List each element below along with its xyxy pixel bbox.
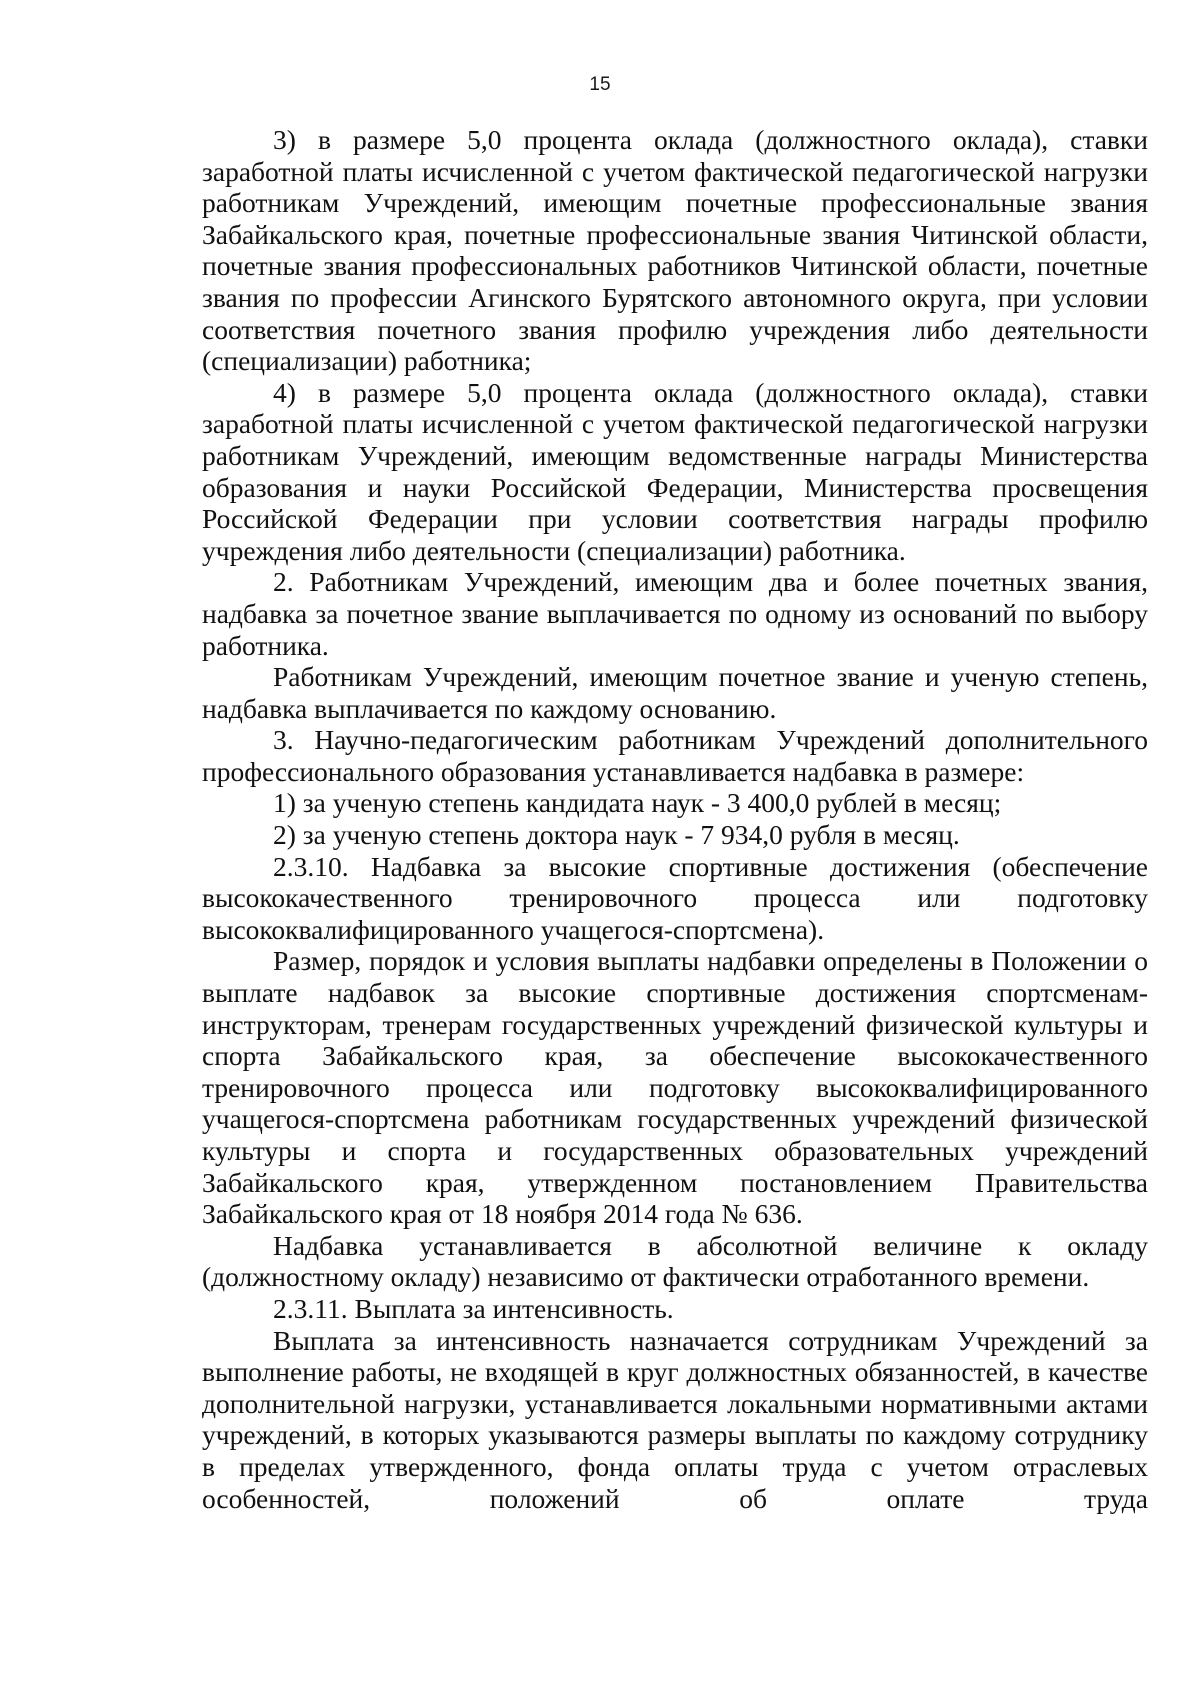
paragraph-doctor-degree-allowance: 2) за ученую степень доктора наук - 7 934,0 рубля в месяц. <box>273 819 960 851</box>
paragraph-clause-2-multiple-titles: 2. Работникам Учреждений, имеющим два и более почетных звания, надбавка за почетное звание выплачивается по одному из оснований по выбору работника. <box>202 566 1148 661</box>
paragraph-candidate-degree-allowance: 1) за ученую степень кандидата наук - 3 400,0 рублей в месяц; <box>273 787 1002 819</box>
paragraph-section-2-3-11-heading: 2.3.11. Выплата за интенсивность. <box>273 1292 674 1324</box>
paragraph-sports-allowance-regulation: Размер, порядок и условия выплаты надбавки определены в Положении о выплате надбавок за высокие спортивные достижения спортсменам-инструкторам, тренерам государственных учреждений физической культуры и спорта Забайкальского края, за обеспечение высококачественного тренировочного процесса или подготовку высококвалифицированного учащегося-спортсмена работникам государственных учреждений физической культуры и спорта и государственных образовательных учреждений Забайкальского края, утвержденном постановлением Правительства Забайкальского края от 18 ноября 2014 года № 636. <box>202 945 1148 1230</box>
paragraph-section-2-3-10-heading: 2.3.10. Надбавка за высокие спортивные достижения (обеспечение высококачественного тренировочного процесса или подготовку высококвалифицированного учащегося-спортсмена). <box>202 850 1148 945</box>
paragraph-absolute-amount: Надбавка устанавливается в абсолютной величине к окладу (должностному окладу) независимо от фактически отработанного времени. <box>202 1229 1148 1293</box>
paragraph-title-and-degree: Работникам Учреждений, имеющим почетное звание и ученую степень, надбавка выплачивается по каждому основанию. <box>202 661 1148 724</box>
paragraph-intensity-payment: Выплата за интенсивность назначается сотрудникам Учреждений за выполнение работы, не входящей в круг должностных обязанностей, в качестве дополнительной нагрузки, устанавливается локальными нормативными актами учреждений, в которых указываются размеры выплаты по каждому сотруднику в пределах утвержденного, фонда оплаты труда с учетом отраслевых особенностей, положений об оплате труда <box>202 1324 1148 1514</box>
paragraph-item-3-honorary-titles: 3) в размере 5,0 процента оклада (должностного оклада), ставки заработной платы исчисленной с учетом фактической педагогической нагрузки работникам Учреждений, имеющим почетные профессиональные звания Забайкальского края, почетные профессиональные звания Читинской области, почетные звания профессиональных работников Читинской области, почетные звания по профессии Агинского Бурятского автономного округа, при условии соответствия почетного звания профилю учреждения либо деятельности (специализации) работника; <box>202 124 1148 377</box>
paragraph-clause-3-research-staff: 3. Научно-педагогическим работникам Учреждений дополнительного профессионального образования устанавливается надбавка в размере: <box>202 724 1148 787</box>
paragraph-item-4-departmental-awards: 4) в размере 5,0 процента оклада (должностного оклада), ставки заработной платы исчисленной с учетом фактической педагогической нагрузки работникам Учреждений, имеющим ведомственные награды Министерства образования и науки Российской Федерации, Министерства просвещения Российской Федерации при условии соответствия награды профилю учреждения либо деятельности (специализации) работника. <box>202 376 1148 566</box>
document-body <box>202 124 1148 1514</box>
page-number: 15 <box>589 74 611 95</box>
